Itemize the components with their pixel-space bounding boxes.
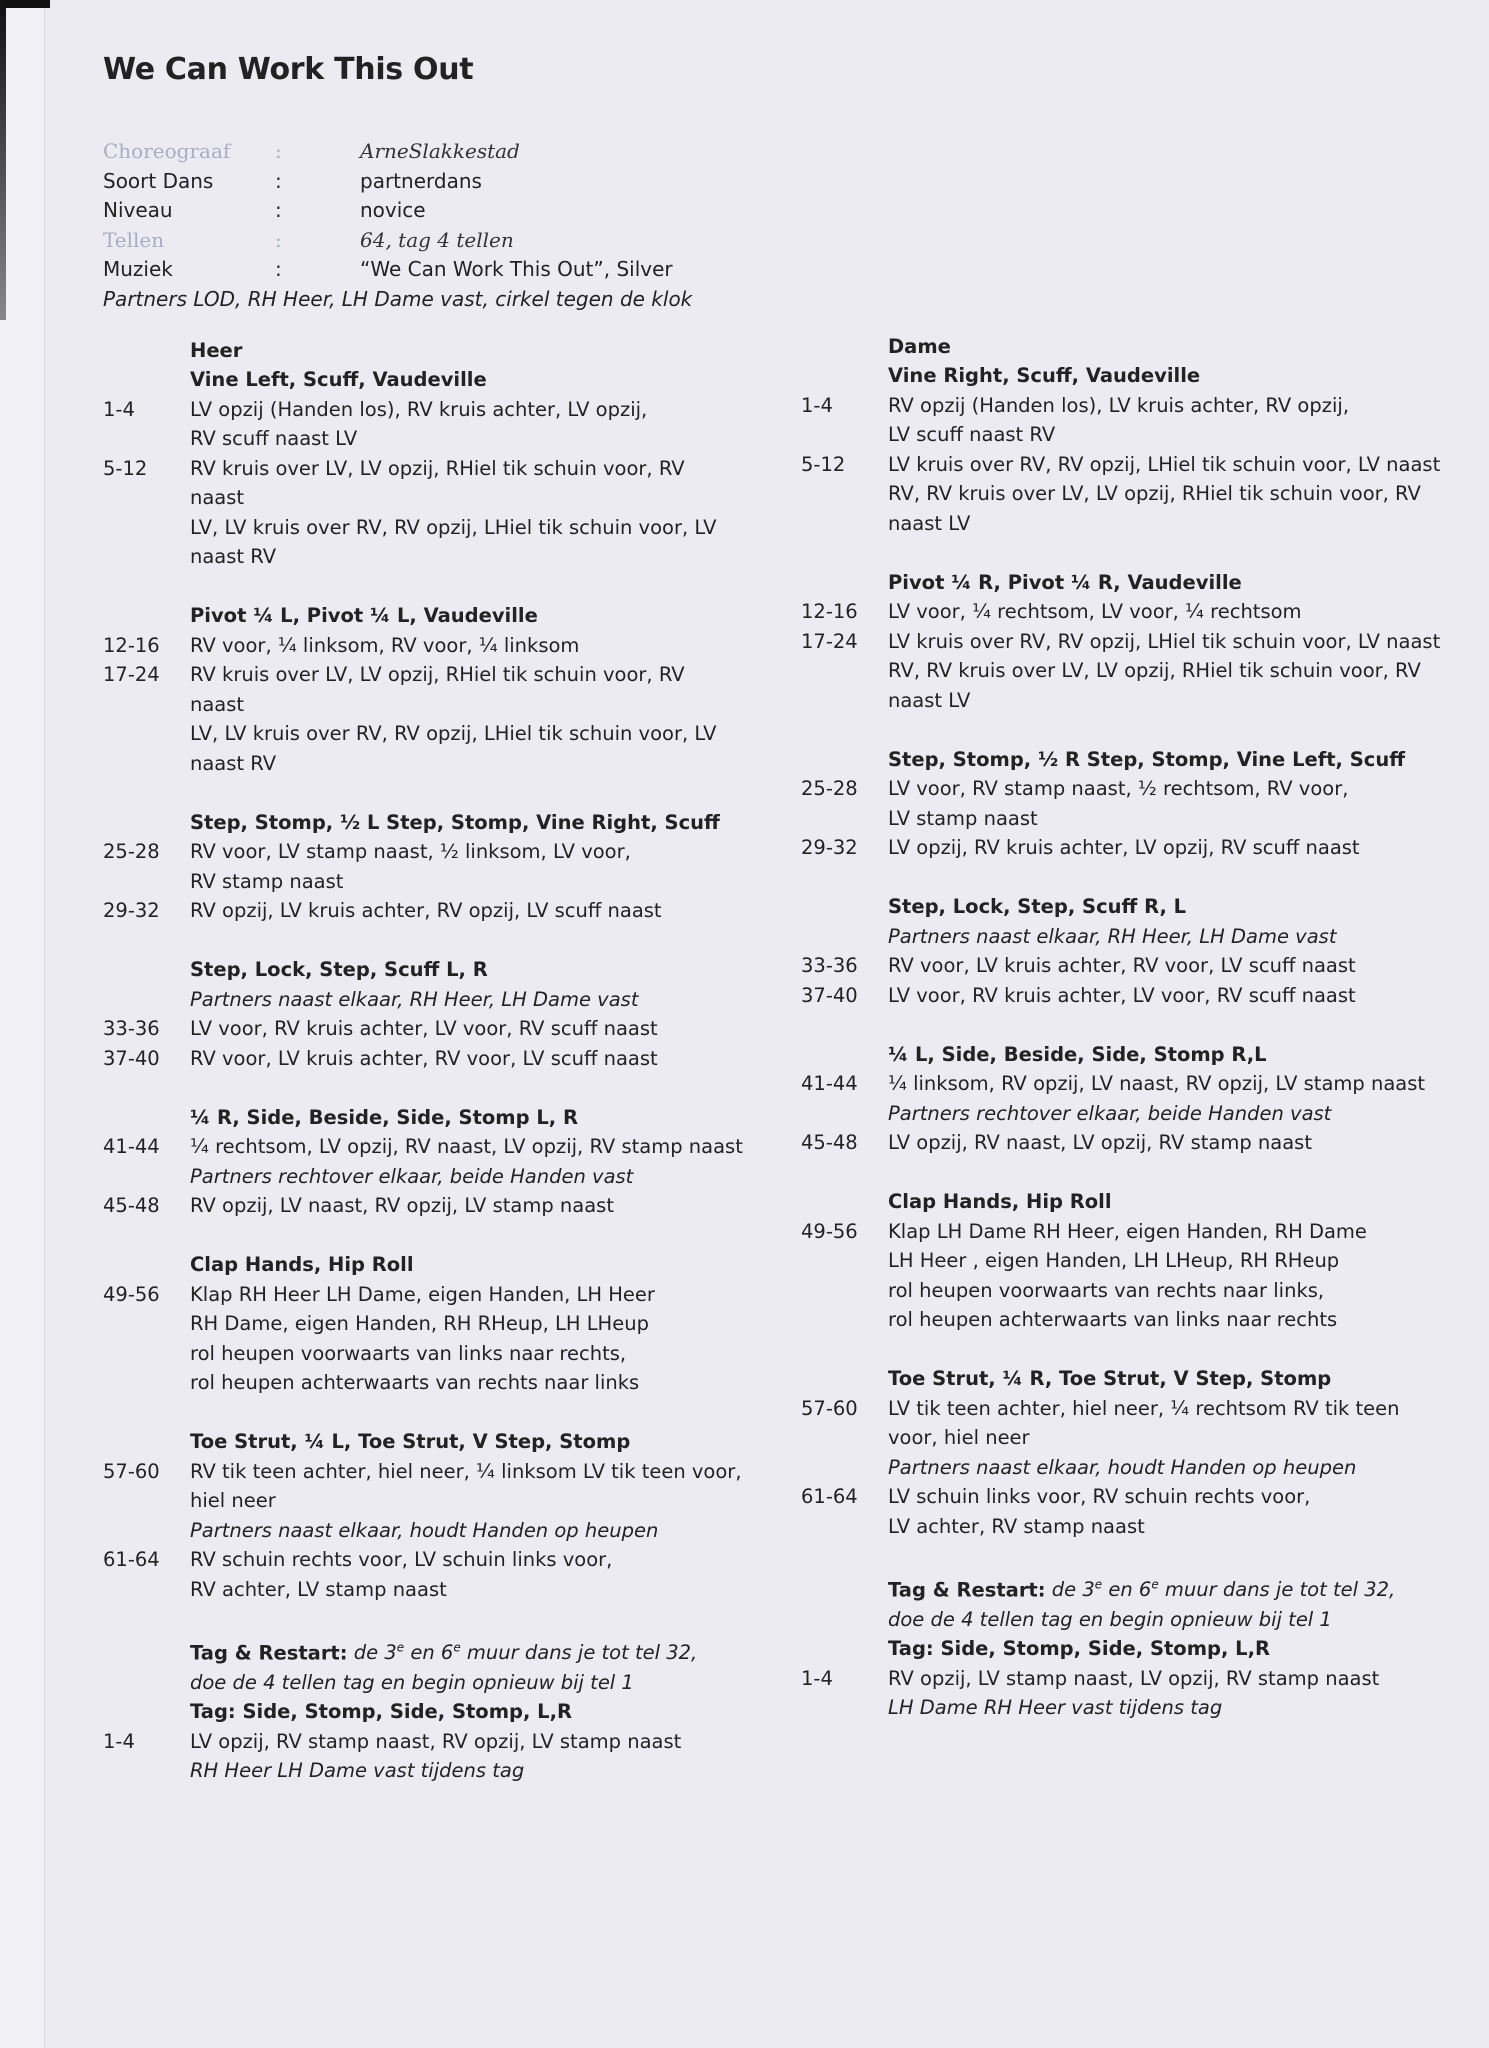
section-gap (103, 1221, 743, 1251)
step-count: 1-4 (103, 1729, 135, 1753)
step-count: 33-36 (801, 954, 858, 977)
partner-note (801, 1693, 1441, 1723)
meta-row (103, 167, 1463, 197)
section-gap (801, 1010, 1441, 1040)
section-heading: Toe Strut, ¼ R, Toe Strut, V Step, Stomp (888, 1367, 1332, 1390)
meta-key: Niveau (103, 198, 173, 222)
step-row (801, 597, 1441, 627)
step-text: LV kruis over RV, RV opzij, LHiel tik schuin voor, LV naast (888, 452, 1441, 476)
section-heading: ¼ L, Side, Beside, Side, Stomp R,L (888, 1042, 1267, 1066)
step-count: 45-48 (801, 1131, 858, 1154)
section-heading: Tag: Side, Stomp, Side, Stomp, L,R (888, 1637, 1271, 1660)
step-text: RH Dame, eigen Handen, RH RHeup, LH LHeup (190, 1312, 649, 1335)
step-row (103, 1457, 743, 1487)
tag-restart-note (801, 1571, 1441, 1605)
step-row (103, 867, 743, 897)
step-count: 57-60 (801, 1396, 858, 1420)
step-row (801, 420, 1441, 450)
step-row (103, 1280, 743, 1310)
step-text: naast LV (888, 511, 971, 535)
step-text: rol heupen achterwaarts van links naar rechts (888, 1308, 1338, 1331)
meta-colon: : (275, 198, 282, 222)
step-text: LV voor, RV kruis achter, LV voor, RV scuff naast (888, 983, 1356, 1007)
step-count: 41-44 (801, 1072, 858, 1095)
step-text: Partners rechtover elkaar, beide Handen vast (190, 1164, 634, 1188)
partner-note (103, 1516, 743, 1546)
page-title: We Can Work This Out (103, 52, 474, 87)
step-text: LH Heer , eigen Handen, LH LHeup, RH RHeup (888, 1249, 1340, 1272)
step-count: 37-40 (801, 983, 858, 1007)
step-row (103, 454, 743, 513)
section-heading: Clap Hands, Hip Roll (190, 1253, 414, 1276)
section-gap (801, 715, 1441, 745)
step-text: naast LV (888, 688, 971, 712)
step-text: RV schuin rechts voor, LV schuin links voor, (190, 1548, 613, 1571)
meta-key: Muziek (103, 257, 173, 281)
step-row (103, 1339, 743, 1369)
step-text: ¼ rechtsom, LV opzij, RV naast, LV opzij, RV stamp naast (190, 1135, 743, 1158)
step-text: LV schuin links voor, RV schuin rechts voor, (888, 1485, 1311, 1508)
step-text: RV stamp naast (190, 869, 344, 893)
meta-value: novice (360, 198, 426, 222)
partner-note (103, 985, 743, 1015)
meta-value: “We Can Work This Out”, Silver (360, 257, 673, 281)
step-text: Partners naast elkaar, houdt Handen op heupen (888, 1455, 1357, 1479)
meta-row (103, 137, 1463, 167)
step-row (103, 719, 743, 749)
partner-note (103, 1668, 743, 1698)
step-count: 1-4 (801, 393, 833, 417)
step-text: RV kruis over LV, LV opzij, RHiel tik schuin voor, RV naast (190, 456, 685, 509)
meta-colon: : (275, 139, 282, 163)
step-text: RV voor, ¼ linksom, RV voor, ¼ linksom (190, 633, 580, 657)
step-row (103, 395, 743, 425)
step-text: LV opzij, RV kruis achter, LV opzij, RV scuff naast (888, 836, 1360, 859)
meta-colon: : (275, 168, 282, 193)
step-row (801, 450, 1441, 480)
step-count: 45-48 (103, 1194, 160, 1217)
step-text: Klap RH Heer LH Dame, eigen Handen, LH Heer (190, 1282, 655, 1306)
section-heading: Pivot ¼ R, Pivot ¼ R, Vaudeville (888, 570, 1242, 594)
step-row (103, 1132, 743, 1162)
step-row (103, 1575, 743, 1605)
step-text: Partners rechtover elkaar, beide Handen vast (888, 1101, 1332, 1125)
step-text: ¼ linksom, RV opzij, LV naast, RV opzij, LV stamp naast (888, 1072, 1426, 1095)
step-count: 25-28 (103, 840, 160, 863)
scan-corner-shadow (0, 0, 50, 8)
step-text: LV stamp naast (888, 806, 1038, 830)
step-row (801, 1423, 1441, 1453)
step-text: LV tik teen achter, hiel neer, ¼ rechtsom RV tik teen (888, 1396, 1400, 1420)
step-row (801, 479, 1441, 509)
section-gap (801, 863, 1441, 893)
step-row (801, 509, 1441, 539)
step-row (801, 1276, 1441, 1306)
section-heading: Clap Hands, Hip Roll (888, 1190, 1112, 1213)
step-text: naast RV (190, 545, 277, 568)
step-row (103, 1486, 743, 1516)
step-count: 17-24 (103, 663, 160, 686)
partner-note (103, 1756, 743, 1786)
tag-restart-text: de 3e en 6e muur dans je tot tel 32, (1045, 1577, 1396, 1601)
step-text: RV voor, LV stamp naast, ½ linksom, LV voor, (190, 840, 631, 863)
section-heading: Vine Right, Scuff, Vaudeville (888, 364, 1201, 387)
step-text: RV tik teen achter, hiel neer, ¼ linksom LV tik teen voor, (190, 1459, 742, 1483)
step-count: 41-44 (103, 1135, 160, 1158)
section-heading: Toe Strut, ¼ L, Toe Strut, V Step, Stomp (190, 1430, 631, 1453)
step-row (801, 627, 1441, 657)
step-row (103, 1727, 743, 1757)
step-row (103, 1309, 743, 1339)
step-count: 49-56 (103, 1282, 160, 1306)
meta-value: 64, tag 4 tellen (360, 227, 514, 252)
step-count: 12-16 (103, 633, 160, 657)
step-count: 33-36 (103, 1017, 160, 1040)
step-text: LV opzij, RV stamp naast, RV opzij, LV stamp naast (190, 1729, 682, 1753)
step-text: LH Dame RH Heer vast tijdens tag (888, 1696, 1223, 1719)
step-text: RV opzij, LV stamp naast, LV opzij, RV stamp naast (888, 1666, 1380, 1690)
step-count: 37-40 (103, 1046, 160, 1070)
partners-line: Partners LOD, RH Heer, LH Dame vast, cirkel tegen de klok (103, 286, 693, 311)
section-gap (103, 1604, 743, 1634)
step-text: RV achter, LV stamp naast (190, 1577, 447, 1601)
tag-restart-note (103, 1634, 743, 1668)
section-heading: Pivot ¼ L, Pivot ¼ L, Vaudeville (190, 604, 538, 627)
step-row (103, 660, 743, 719)
meta-colon: : (275, 257, 282, 281)
step-row (103, 749, 743, 779)
step-text: RV opzij, LV kruis achter, RV opzij, LV scuff naast (190, 899, 662, 922)
step-row (801, 951, 1441, 981)
step-row (103, 424, 743, 454)
step-text: LV, LV kruis over RV, RV opzij, LHiel tik schuin voor, LV (190, 515, 717, 539)
step-row (801, 1128, 1441, 1158)
step-text: LV achter, RV stamp naast (888, 1514, 1145, 1538)
section-gap (103, 778, 743, 808)
step-count: 57-60 (103, 1459, 160, 1483)
meta-row (103, 226, 1463, 256)
step-text: LV, LV kruis over RV, RV opzij, LHiel tik schuin voor, LV (190, 722, 717, 745)
step-row (103, 542, 743, 572)
tag-restart-text: de 3e en 6e muur dans je tot tel 32, (347, 1640, 698, 1664)
step-text: doe de 4 tellen tag en begin opnieuw bij tel 1 (190, 1670, 634, 1694)
partner-note (801, 922, 1441, 952)
step-text: hiel neer (190, 1489, 276, 1512)
step-count: 61-64 (801, 1485, 858, 1508)
step-count: 29-32 (801, 836, 858, 859)
step-row (801, 1217, 1441, 1247)
step-row (801, 1482, 1441, 1512)
step-text: RV voor, LV kruis achter, RV voor, LV scuff naast (888, 954, 1356, 977)
step-row (103, 1368, 743, 1398)
step-row (801, 804, 1441, 834)
step-text: Partners naast elkaar, RH Heer, LH Dame vast (190, 987, 639, 1011)
step-text: LV kruis over RV, RV opzij, LHiel tik schuin voor, LV naast (888, 629, 1441, 653)
meta-key: Soort Dans (103, 168, 214, 193)
step-count: 61-64 (103, 1548, 160, 1571)
stepsheet-page (103, 52, 1463, 1782)
step-row (103, 513, 743, 543)
meta-key: Tellen (103, 227, 165, 252)
step-count: 5-12 (103, 456, 148, 480)
section-gap (103, 572, 743, 602)
step-count: 25-28 (801, 777, 858, 800)
step-count: 1-4 (103, 397, 135, 421)
step-count: 5-12 (801, 452, 846, 476)
step-text: RH Heer LH Dame vast tijdens tag (190, 1759, 525, 1782)
step-row (103, 896, 743, 926)
section-heading: Dame (888, 334, 951, 358)
step-row (801, 1394, 1441, 1424)
step-text: LV voor, RV stamp naast, ½ rechtsom, RV voor, (888, 777, 1349, 800)
section-heading: ¼ R, Side, Beside, Side, Stomp L, R (190, 1105, 578, 1129)
meta-colon: : (275, 227, 282, 252)
step-text: Klap LH Dame RH Heer, eigen Handen, RH Dame (888, 1219, 1367, 1243)
step-row (801, 686, 1441, 716)
section-gap (801, 1541, 1441, 1571)
tag-restart-label: Tag & Restart: (888, 1578, 1046, 1601)
section-gap (103, 1073, 743, 1103)
step-row (801, 981, 1441, 1011)
step-row (801, 1069, 1441, 1099)
step-row (801, 1246, 1441, 1276)
step-row (103, 631, 743, 661)
column-heer (103, 336, 743, 1786)
step-text: RV voor, LV kruis achter, RV voor, LV scuff naast (190, 1046, 658, 1070)
section-gap (103, 1398, 743, 1428)
step-row (801, 1305, 1441, 1335)
step-text: rol heupen voorwaarts van rechts naar links, (888, 1278, 1325, 1302)
section-gap (801, 1158, 1441, 1188)
step-row (103, 1191, 743, 1221)
meta-value: ArneSlakkestad (360, 139, 520, 163)
meta-block (103, 137, 1463, 285)
step-text: naast RV (190, 751, 277, 775)
step-count: 12-16 (801, 600, 858, 623)
step-text: Partners naast elkaar, RH Heer, LH Dame vast (888, 924, 1337, 948)
meta-row (103, 196, 1463, 226)
section-gap (801, 538, 1441, 568)
step-row (801, 1664, 1441, 1694)
step-row (103, 1014, 743, 1044)
column-dame (801, 332, 1441, 1723)
step-text: LV opzij, RV naast, LV opzij, RV stamp naast (888, 1131, 1312, 1154)
scan-edge-shadow (0, 0, 6, 320)
step-row (801, 656, 1441, 686)
section-heading: Heer (190, 338, 243, 362)
section-heading: Vine Left, Scuff, Vaudeville (190, 368, 487, 391)
step-count: 49-56 (801, 1219, 858, 1243)
step-text: doe de 4 tellen tag en begin opnieuw bij tel 1 (888, 1607, 1332, 1631)
section-heading: Step, Lock, Step, Scuff L, R (190, 958, 488, 981)
section-gap (801, 1335, 1441, 1365)
step-text: RV scuff naast LV (190, 427, 358, 450)
step-text: RV opzij (Handen los), LV kruis achter, RV opzij, (888, 393, 1350, 417)
section-heading: Step, Stomp, ½ L Step, Stomp, Vine Right, Scuff (190, 810, 720, 834)
step-row (801, 833, 1441, 863)
step-count: 29-32 (103, 899, 160, 922)
step-row (801, 391, 1441, 421)
section-heading: Step, Lock, Step, Scuff R, L (888, 895, 1187, 918)
partner-note (801, 1453, 1441, 1483)
step-text: LV voor, RV kruis achter, LV voor, RV scuff naast (190, 1017, 658, 1040)
meta-value: partnerdans (360, 168, 482, 193)
section-gap (103, 926, 743, 956)
step-count: 1-4 (801, 1666, 833, 1690)
section-heading: Tag: Side, Stomp, Side, Stomp, L,R (190, 1700, 573, 1723)
step-text: rol heupen voorwaarts van links naar rechts, (190, 1341, 627, 1365)
step-text: LV scuff naast RV (888, 423, 1056, 446)
meta-row (103, 255, 1463, 285)
step-text: RV, RV kruis over LV, LV opzij, RHiel tik schuin voor, RV (888, 482, 1421, 505)
step-row (103, 1044, 743, 1074)
partner-note (103, 1162, 743, 1192)
step-text: Partners naast elkaar, houdt Handen op heupen (190, 1518, 659, 1542)
section-heading: Step, Stomp, ½ R Step, Stomp, Vine Left, Scuff (888, 747, 1406, 771)
partner-note (801, 1099, 1441, 1129)
step-text: RV opzij, LV naast, RV opzij, LV stamp naast (190, 1194, 614, 1217)
step-text: RV, RV kruis over LV, LV opzij, RHiel tik schuin voor, RV (888, 659, 1421, 682)
step-count: 17-24 (801, 629, 858, 653)
step-row (801, 1512, 1441, 1542)
step-text: voor, hiel neer (888, 1426, 1030, 1449)
partner-note (801, 1605, 1441, 1635)
step-text: LV voor, ¼ rechtsom, LV voor, ¼ rechtsom (888, 600, 1302, 623)
meta-key: Choreograaf (103, 139, 231, 163)
step-row (103, 1545, 743, 1575)
step-text: RV kruis over LV, LV opzij, RHiel tik schuin voor, RV naast (190, 663, 685, 716)
step-row (801, 774, 1441, 804)
step-row (103, 837, 743, 867)
step-text: rol heupen achterwaarts van rechts naar links (190, 1371, 640, 1394)
step-text: LV opzij (Handen los), RV kruis achter, LV opzij, (190, 397, 648, 421)
scan-page-edge (0, 0, 45, 2048)
tag-restart-label: Tag & Restart: (190, 1641, 348, 1664)
